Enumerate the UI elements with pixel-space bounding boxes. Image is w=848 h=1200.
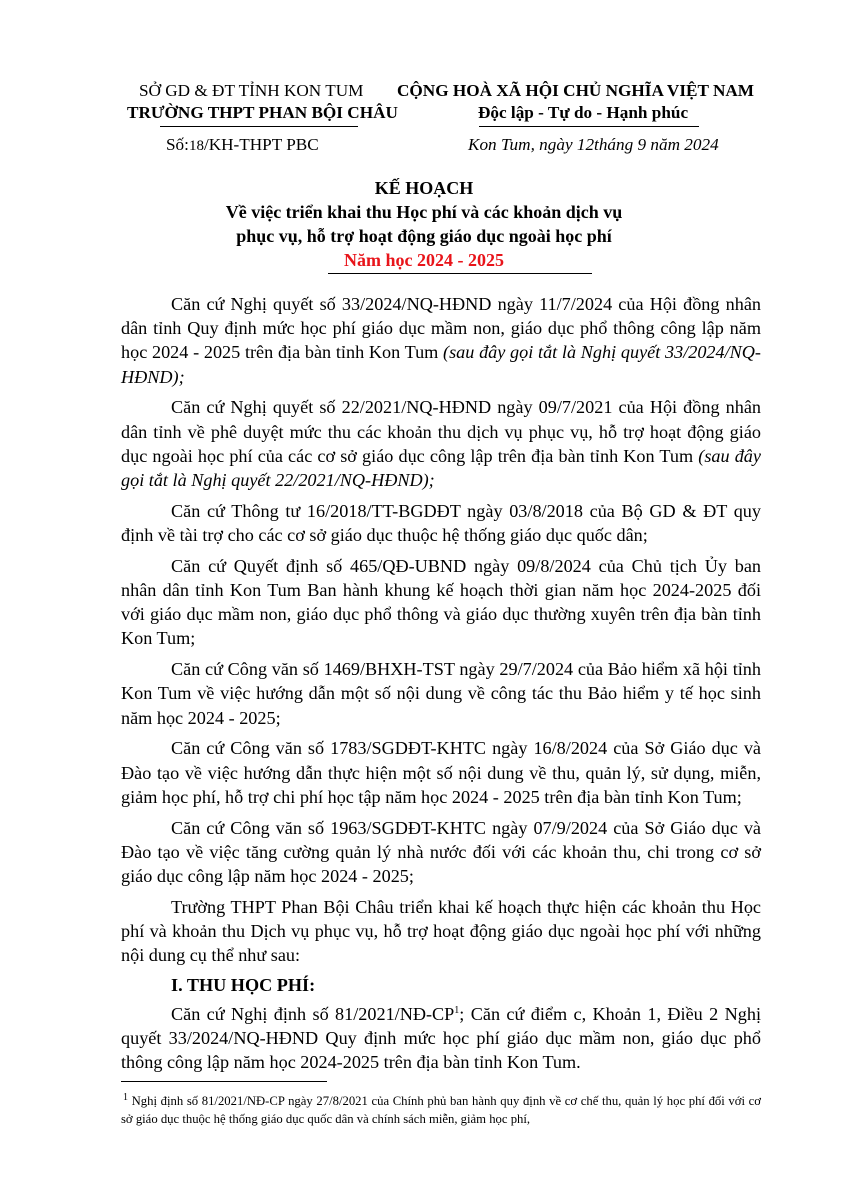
paragraph-1-text: Căn cứ Nghị quyết số 33/2024/NQ-HĐND ngày 11/7/2024 của Hội đồng nhân dân tỉnh Quy định mức học phí giáo dục mầm non, giáo dục phổ thông công lập năm học 2024 - 2025 trên địa bàn tỉnh Kon Tum <box>121 294 761 363</box>
number-value: 18 <box>188 138 204 154</box>
footnote-reference: 1 <box>454 1004 460 1016</box>
title-line-2: phục vụ, hỗ trợ hoạt động giáo dục ngoài học phí <box>236 226 612 246</box>
place-date: Kon Tum, ngày 12tháng 9 năm 2024 <box>468 135 719 154</box>
number-suffix: /KH-THPT PBC <box>203 135 319 154</box>
agency-name: SỞ GD & ĐT TỈNH KON TUM <box>139 81 364 100</box>
school-name: TRƯỜNG THPT PHAN BỘI CHÂU <box>127 103 398 122</box>
footnote-mark: 1 <box>123 1091 128 1103</box>
paragraph-7: Căn cứ Công văn số 1963/SGDĐT-KHTC ngày 07/9/2024 của Sở Giáo dục và Đào tạo về việc tăng cường quản lý nhà nước đối với các khoản thu, chi trong cơ sở giáo dục công lập năm học 2024 - 2025; <box>121 817 761 887</box>
paragraph-9 <box>121 1002 761 1075</box>
school-underline <box>160 126 358 127</box>
school-year: Năm học 2024 - 2025 <box>344 250 504 270</box>
paragraph-6: Căn cứ Công văn số 1783/SGDĐT-KHTC ngày 16/8/2024 của Sở Giáo dục và Đào tạo về việc hướng dẫn thực hiện một số nội dung về thu, quản lý, sử dụng, miễn, giảm học phí, hỗ trợ chi phí học tập năm học 2024 - 2025 trên địa bàn tỉnh Kon Tum; <box>121 738 761 807</box>
paragraph-9-text-a: Căn cứ Nghị định số 81/2021/NĐ-CP <box>171 1003 455 1024</box>
document-body <box>121 292 761 1081</box>
number-prefix: Số: <box>166 135 189 154</box>
paragraph-1 <box>121 292 761 389</box>
paragraph-2 <box>121 395 761 492</box>
footnote-text: Nghị định số 81/2021/NĐ-CP ngày 27/8/2021 của Chính phủ ban hành quy định về cơ chế thu, quản lý học phí đối với cơ sở giáo dục thuộc hệ thống giáo dục quốc dân và chính sách miễn, giảm học phí, <box>121 1094 761 1126</box>
paragraph-2-text: Căn cứ Nghị quyết số 22/2021/NQ-HĐND ngày 09/7/2021 của Hội đồng nhân dân tỉnh về phê duyệt mức thu các khoản thu dịch vụ phục vụ, hỗ trợ hoạt động giáo dục ngoài học phí của các cơ sở giáo dục công lập trên địa bàn tỉnh Kon Tum <box>121 397 761 466</box>
paragraph-4: Căn cứ Quyết định số 465/QĐ-UBND ngày 09/8/2024 của Chủ tịch Ủy ban nhân dân tỉnh Kon Tum Ban hành khung kế hoạch thời gian năm học 2024-2025 đối với giáo dục mầm non, giáo dục phổ thông và giáo dục thường xuyên trên địa bàn tỉnh Kon Tum; <box>121 555 761 649</box>
national-motto: Độc lập - Tự do - Hạnh phúc <box>478 103 689 122</box>
paragraph-2-italic: (sau đây gọi tắt là Nghị quyết 22/2021/NQ-HĐND); <box>121 445 761 491</box>
section-heading: I. THU HỌC PHÍ: <box>171 975 316 996</box>
title-underline <box>328 273 592 274</box>
paragraph-3: Căn cứ Thông tư 16/2018/TT-BGDĐT ngày 03/8/2018 của Bộ GD & ĐT quy định về tài trợ cho các cơ sở giáo dục thuộc hệ thống giáo dục quốc dân; <box>121 500 761 546</box>
document-number <box>166 134 319 157</box>
document-title: KẾ HOẠCH <box>374 178 474 198</box>
paragraph-9-text-b: ; Căn cứ điểm c, Khoản 1, Điều 2 Nghị quyết 33/2024/NQ-HĐND Quy định mức học phí giáo dục mầm non, giáo dục phổ thông công lập năm học 2024-2025 trên địa bàn tỉnh Kon Tum. <box>121 1003 761 1073</box>
footnote <box>121 1093 761 1128</box>
nation-name: CỘNG HOÀ XÃ HỘI CHỦ NGHĨA VIỆT NAM <box>397 81 754 100</box>
paragraph-5: Căn cứ Công văn số 1469/BHXH-TST ngày 29/7/2024 của Bảo hiểm xã hội tỉnh Kon Tum về việc hướng dẫn một số nội dung về công tác thu Bảo hiểm y tế học sinh năm học 2024 - 2025; <box>121 659 761 728</box>
footnote-separator <box>121 1081 327 1082</box>
paragraph-8: Trường THPT Phan Bội Châu triển khai kế hoạch thực hiện các khoản thu Học phí và khoản thu Dịch vụ phục vụ, hỗ trợ hoạt động giáo dục ngoài học phí với những nội dung cụ thể như sau: <box>121 896 761 966</box>
paragraph-1-italic: (sau đây gọi tắt là Nghị quyết 33/2024/NQ-HĐND); <box>121 342 761 387</box>
motto-underline <box>479 126 699 127</box>
title-line-1: Về việc triển khai thu Học phí và các khoản dịch vụ <box>225 202 623 222</box>
